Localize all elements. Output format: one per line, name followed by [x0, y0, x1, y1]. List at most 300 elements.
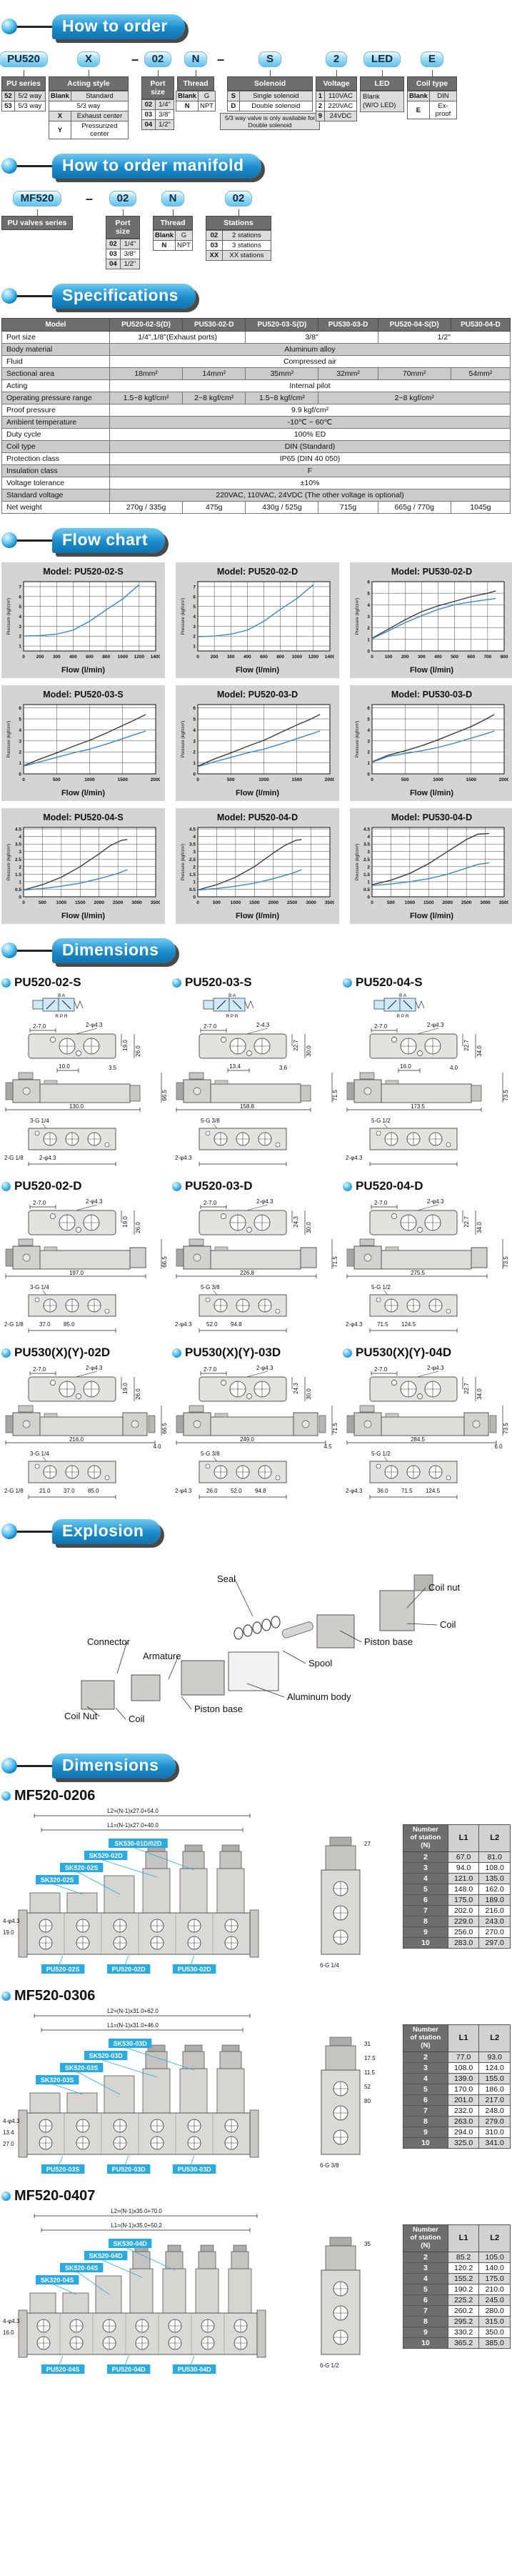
svg-text:1: 1: [19, 644, 21, 650]
valve-model-title: PU530(X)(Y)-03D: [185, 1346, 281, 1359]
flow-chart-plot: [353, 824, 508, 908]
port-size-table: [141, 99, 174, 130]
thread-header: Thread: [177, 76, 214, 91]
dimension-label: 19.0: [3, 1929, 14, 1936]
svg-text:1000: 1000: [117, 655, 128, 660]
spec-cell: 32mm²: [318, 368, 378, 380]
station-table: [403, 1824, 511, 1949]
flow-chart-plot-wrap: [353, 701, 510, 789]
svg-text:4: 4: [19, 727, 21, 733]
model-bullet-icon: [172, 978, 181, 988]
dimension-label: 52.0: [206, 1321, 218, 1328]
option-desc: Standard: [71, 91, 128, 101]
spec-row: [2, 453, 511, 465]
svg-text:Pressure (kgf/cm²): Pressure (kgf/cm²): [181, 843, 186, 881]
svg-text:6: 6: [19, 595, 21, 600]
option-row: [106, 239, 140, 249]
dimension-label: 2-φ4.3: [39, 1155, 56, 1161]
flow-chart-plot: [179, 824, 334, 908]
svg-text:1200: 1200: [308, 655, 319, 660]
model-tag-label: PU520-03D: [111, 2166, 146, 2173]
option-desc: NPT: [175, 241, 192, 251]
l1-cell: 260.2: [448, 2305, 479, 2316]
station-table-row: [403, 2284, 511, 2294]
dimension-label: 2-φ4.3: [256, 1365, 273, 1371]
dimension-label: 2-φ4.3: [86, 1365, 103, 1371]
thread-table: [153, 230, 193, 251]
dimension-label: L2=(N-1)x27.0+54.0: [107, 1808, 159, 1814]
svg-text:2000: 2000: [442, 900, 453, 905]
svg-text:4.5: 4.5: [14, 827, 21, 832]
dimension-label: 3-G 1/4: [30, 1284, 49, 1291]
svg-text:1.5: 1.5: [189, 872, 196, 877]
option-code: 03: [106, 249, 121, 259]
option-code: 9: [316, 111, 325, 121]
spec-row: [2, 465, 511, 477]
dimension-label: 275.5: [410, 1270, 426, 1276]
valve-card-title-wrap: [1, 1346, 169, 1360]
dimension-label: 2-φ4.3: [346, 1321, 363, 1328]
flow-chart-plot-wrap: [353, 578, 510, 666]
option-row: [49, 121, 129, 139]
flow-chart-xlabel: Flow (l/min): [409, 789, 454, 797]
valve-dimension-drawing: [1, 1361, 169, 1501]
option-code: N: [154, 241, 176, 251]
svg-text:0: 0: [367, 772, 370, 777]
l2-cell: 385.0: [479, 2337, 511, 2348]
svg-text:Pressure (kgf/cm²): Pressure (kgf/cm²): [6, 843, 11, 881]
option-row: [106, 259, 140, 269]
dimension-label: 2-7.0: [204, 1023, 217, 1030]
dimension-label: 2-7.0: [33, 1366, 46, 1373]
model-bullet-icon: [1, 1791, 11, 1801]
option-desc: Ex-proof: [429, 101, 456, 119]
station-count-cell: 4: [403, 2073, 448, 2084]
svg-text:B A: B A: [228, 993, 236, 998]
dimension-label: 30.0: [306, 1388, 312, 1400]
flow-chart-xlabel: Flow (l/min): [409, 666, 454, 675]
option-row: [49, 91, 129, 101]
dimension-label: 73.5: [503, 1423, 509, 1434]
dimension-label: 2-G 1/8: [4, 1155, 24, 1161]
dimension-label: 4.0: [450, 1065, 458, 1071]
spec-cell: 1.5~8 kgf/cm²: [110, 392, 183, 404]
svg-text:3000: 3000: [131, 900, 142, 905]
svg-text:1: 1: [19, 880, 21, 885]
svg-text:Pressure (kgf/cm²): Pressure (kgf/cm²): [181, 597, 186, 635]
svg-text:B A: B A: [398, 993, 407, 998]
manifold-side-wrap: [306, 2027, 398, 2177]
section-bullet-icon: [1, 943, 17, 958]
connector-line: [173, 209, 174, 216]
svg-text:3: 3: [19, 624, 21, 630]
section-line: [15, 1531, 54, 1533]
option-code: N: [176, 101, 199, 111]
spec-cell: 1045g: [451, 502, 510, 514]
flow-chart-panel: [176, 562, 339, 678]
section-bullet-icon: [1, 1758, 17, 1774]
option-led: [360, 91, 404, 112]
dimension-label: 37.0: [39, 1321, 51, 1328]
manifold-block-title-wrap: [1, 1988, 511, 2004]
model-tag-label: PU520-02D: [111, 1966, 146, 1973]
spec-cell: 54mm²: [451, 368, 510, 380]
l2-cell: 105.0: [479, 2252, 511, 2262]
station-count-cell: 8: [403, 2116, 448, 2127]
flow-chart-xlabel: Flow (l/min): [235, 912, 280, 920]
svg-text:1000: 1000: [56, 900, 67, 905]
stations-table: [206, 230, 271, 261]
model-tag-label: SK520-04S: [64, 2264, 99, 2272]
svg-text:5: 5: [19, 605, 21, 610]
flow-chart-title: Model: PU530-03-D: [391, 690, 473, 700]
svg-text:1000: 1000: [84, 777, 95, 782]
spec-cell: Internal pilot: [110, 380, 511, 392]
option-desc: Pressurized center: [71, 121, 128, 139]
flow-chart-title: Model: PU520-03-D: [216, 690, 298, 700]
svg-text:Pressure (kgf/cm²): Pressure (kgf/cm²): [181, 720, 186, 758]
dimension-label: L2=(N-1)x35.0+70.0: [111, 2208, 162, 2214]
station-count-cell: 6: [403, 2094, 448, 2105]
port-size-header: Port size: [141, 76, 174, 99]
manifold-side-drawing: [306, 1827, 398, 1974]
dimension-label: 11.5: [364, 2069, 375, 2076]
dimension-label: 13.4: [3, 2129, 14, 2136]
svg-text:2: 2: [193, 634, 196, 640]
model-tag-label: SK530-01D/02D: [114, 1840, 162, 1847]
section-title: Dimensions: [52, 1754, 176, 1779]
dimension-label: 4-φ4.3: [3, 1918, 20, 1924]
dimension-label: 5-G 3/8: [201, 1118, 220, 1124]
connector-line: [336, 70, 337, 76]
model-tag-label: PU530-04D: [177, 2366, 211, 2373]
port-size-group: [106, 188, 140, 269]
station-table-row: [403, 2105, 511, 2116]
spec-cell: IP65 (DIN 40 050): [110, 453, 511, 465]
svg-text:1500: 1500: [423, 900, 434, 905]
svg-text:1: 1: [193, 880, 196, 885]
valve-model-title: PU520-02-D: [14, 1179, 82, 1193]
explosion-diagram-wrap: [0, 1553, 512, 1739]
svg-text:2: 2: [193, 750, 196, 755]
explosion-diagram: [3, 1553, 509, 1736]
svg-text:300: 300: [226, 655, 235, 660]
station-table-row: [403, 2337, 511, 2348]
option-desc: 1/4": [155, 100, 174, 110]
option-desc: 110VAC: [324, 91, 356, 101]
model-tag-label: SK520-02S: [64, 1864, 99, 1871]
svg-text:4: 4: [19, 835, 21, 840]
option-line: Blank: [363, 93, 380, 101]
dimension-label: 85.0: [64, 1321, 75, 1328]
l2-cell: 124.0: [479, 2062, 511, 2073]
svg-text:Pressure (kgf/cm²): Pressure (kgf/cm²): [355, 597, 360, 635]
valve-card-title-wrap: [343, 975, 511, 990]
l2-cell: 93.0: [479, 2052, 511, 2062]
svg-text:2: 2: [19, 750, 21, 755]
svg-text:6: 6: [19, 706, 21, 712]
dimension-label: 2-φ4.3: [346, 1155, 363, 1161]
explosion-part-label: Coil: [129, 1714, 145, 1724]
l2-cell: 189.0: [479, 1894, 511, 1905]
model-tag-label: PU530-02D: [177, 1966, 211, 1973]
option-code: 04: [106, 259, 121, 269]
svg-text:5: 5: [367, 591, 370, 597]
svg-text:0: 0: [371, 655, 373, 660]
explosion-part-label: Coil nut: [428, 1582, 461, 1593]
flow-chart-title: Model: PU520-04-S: [43, 812, 124, 822]
station-count-cell: 4: [403, 2273, 448, 2284]
option-row: [142, 100, 174, 110]
order-dash: –: [86, 192, 94, 206]
dimension-label: 21.0: [39, 1488, 51, 1494]
l1-cell: 155.2: [448, 2273, 479, 2284]
port-size-table: [106, 239, 140, 269]
station-count-cell: 5: [403, 1884, 448, 1894]
option-desc: G: [175, 231, 192, 241]
svg-text:4: 4: [193, 835, 196, 840]
flow-chart-plot-wrap: [5, 824, 161, 912]
spec-cell: 430g / 525g: [246, 502, 318, 514]
l2-cell: 297.0: [479, 1937, 511, 1948]
flow-chart-panel: [350, 808, 512, 924]
spec-row: [2, 429, 511, 441]
valve-model-title: PU520-04-D: [356, 1179, 423, 1193]
l1-cell: 77.0: [448, 2052, 479, 2062]
flow-chart-plot: [5, 701, 160, 785]
dimension-label: 5-G 3/8: [201, 1451, 220, 1457]
spec-cell: DIN (Standard): [110, 441, 511, 453]
dimension-label: L1=(N-1)x31.0+46.0: [107, 2022, 159, 2029]
section-dimensions-valves: [1, 935, 512, 965]
option-desc: 5/3 way: [49, 101, 129, 111]
l1-cell: 170.0: [448, 2084, 479, 2094]
station-count-cell: 2: [403, 2052, 448, 2062]
valve-card-title-wrap: [1, 1179, 169, 1193]
station-count-cell: 3: [403, 1862, 448, 1873]
model-tag-label: SK530-04D: [113, 2240, 147, 2247]
option-code: XX: [206, 251, 223, 261]
dimension-label: 73.5: [503, 1090, 509, 1101]
flow-chart-plot: [5, 578, 160, 662]
section-bullet-icon: [1, 19, 17, 34]
manifold-front-drawing: [1, 2206, 301, 2377]
spec-row-label: Proof pressure: [2, 404, 110, 417]
svg-text:600: 600: [260, 655, 268, 660]
order-code-chip-port-size: 02: [109, 191, 137, 207]
option-row: [142, 110, 174, 120]
station-table-row: [403, 1862, 511, 1873]
svg-text:3500: 3500: [324, 900, 334, 905]
flow-chart-title: Model: PU520-03-S: [43, 690, 124, 700]
svg-text:3: 3: [193, 624, 196, 630]
option-code: 53: [2, 101, 15, 111]
station-table: [403, 2024, 511, 2149]
flow-chart-title: Model: PU520-04-D: [216, 812, 298, 822]
valve-card-title-wrap: [172, 1346, 340, 1360]
connector-line: [432, 70, 433, 76]
dimension-label: 37.0: [64, 1488, 75, 1494]
section-bullet-icon: [1, 532, 17, 548]
dimension-label: 2-7.0: [33, 1200, 46, 1206]
option-desc: 3 stations: [222, 241, 271, 251]
order-code-chip-port-size: 02: [144, 51, 172, 67]
spec-cell: 14mm²: [183, 368, 246, 380]
dimension-label: 197.0: [69, 1270, 84, 1276]
dimension-label: 27.0: [3, 2141, 14, 2147]
dimension-label: 226.8: [239, 1270, 255, 1276]
station-count-header: Number of station (N): [403, 2025, 448, 2052]
station-table-header-row: [403, 2225, 511, 2252]
l1-cell: 283.0: [448, 1937, 479, 1948]
solenoid-header: Solenoid: [227, 76, 313, 91]
svg-text:0: 0: [196, 900, 199, 905]
acting-style-table: [49, 91, 129, 139]
manifold-side-drawing: [306, 2027, 398, 2174]
l1-cell: 190.2: [448, 2284, 479, 2294]
model-tag-label: SK320-04S: [40, 2277, 74, 2284]
option-desc: 220VAC: [324, 101, 356, 111]
svg-text:0: 0: [19, 895, 21, 900]
manifold-drawing-wrap: [1, 1806, 301, 1981]
dimension-label: 22.7: [463, 1040, 470, 1051]
svg-text:0: 0: [196, 777, 199, 782]
option-code: E: [408, 101, 430, 119]
stations-header: Stations: [206, 216, 271, 230]
station-count-cell: 9: [403, 2127, 448, 2137]
dimension-label: 24.3: [293, 1216, 299, 1228]
svg-text:2000: 2000: [324, 777, 334, 782]
flow-chart-xlabel: Flow (l/min): [409, 912, 454, 920]
l2-cell: 108.0: [479, 1862, 511, 1873]
section-title: Specifications: [52, 284, 196, 309]
explosion-part-label: Spool: [308, 1658, 333, 1669]
valve-drawing-wrap: [172, 1361, 340, 1505]
section-title: Dimensions: [52, 938, 176, 963]
dimension-label: 2-7.0: [374, 1200, 388, 1206]
dimension-label: 10.0: [59, 1063, 70, 1070]
manifold-block-title-wrap: [1, 1788, 511, 1804]
valve-card-pu520-03-s: [172, 973, 340, 1172]
spec-cell: 100% ED: [110, 429, 511, 441]
valve-dimension-rows: [0, 973, 512, 1505]
svg-text:5: 5: [367, 717, 370, 722]
svg-text:0.5: 0.5: [14, 887, 21, 892]
spec-row: [2, 392, 511, 404]
dimension-label: 30.0: [306, 1222, 312, 1233]
coil-type-group: [407, 49, 457, 119]
svg-text:0: 0: [19, 772, 21, 777]
manifold-front-drawing: [1, 1806, 301, 1977]
option-desc: XX stations: [222, 251, 271, 261]
spec-row: [2, 441, 511, 453]
spec-cell: Compressed air: [110, 356, 511, 368]
dimension-label: 6.0: [494, 1443, 503, 1450]
svg-text:1: 1: [19, 761, 21, 767]
manifold-dimension-blocks: [0, 1788, 512, 2381]
led-group: [360, 49, 404, 112]
svg-text:3: 3: [193, 739, 196, 745]
dimension-label: 284.5: [410, 1436, 426, 1443]
dimension-label: 3-G 1/4: [30, 1118, 49, 1124]
valve-dimension-drawing: [172, 1361, 340, 1501]
spec-cell: 1/4",1/8"(Exhaust ports): [110, 332, 246, 344]
svg-text:3: 3: [367, 850, 370, 855]
station-count-header: Number of station (N): [403, 1825, 448, 1852]
dimension-label: 27: [364, 1841, 371, 1847]
l2-cell: 81.0: [479, 1851, 511, 1862]
spec-cell: 18mm²: [110, 368, 183, 380]
station-table-row: [403, 2327, 511, 2337]
explosion-part-label: Coil Nut: [64, 1711, 98, 1721]
order-dash: –: [131, 52, 139, 66]
valve-drawing-wrap: [343, 991, 511, 1172]
dimension-label: 173.5: [410, 1103, 426, 1110]
stations-group: [206, 188, 271, 261]
option-row: [206, 251, 271, 261]
option-row: [106, 249, 140, 259]
option-row: [176, 91, 216, 101]
valve-card-pu520-02-d: [1, 1176, 169, 1338]
model-tag-label: SK320-03S: [40, 2077, 74, 2084]
l2-cell: 162.0: [479, 1884, 511, 1894]
option-row: [2, 101, 46, 111]
dimension-label: 34.0: [476, 1388, 483, 1400]
l1-cell: 294.0: [448, 2127, 479, 2137]
manifold-drawing-wrap: [1, 2206, 301, 2381]
order-code-chip-stations: 02: [225, 191, 253, 207]
l2-header: L2: [479, 1825, 511, 1852]
manifold-block-title-wrap: [1, 2188, 511, 2204]
model-tag-label: PU520-03S: [46, 2166, 80, 2173]
station-table-row: [403, 1916, 511, 1926]
model-tag-label: SK520-03S: [64, 2064, 99, 2072]
option-desc: 1/2": [120, 259, 139, 269]
flow-chart-plot-wrap: [5, 578, 161, 666]
voltage-header: Voltage: [316, 76, 357, 91]
explosion-part-label: Connector: [87, 1636, 130, 1647]
dimension-label: 249.0: [239, 1436, 255, 1443]
svg-text:1200: 1200: [134, 655, 145, 660]
dimension-label: 2-φ4.3: [346, 1488, 363, 1494]
flow-chart-plot-wrap: [5, 701, 161, 789]
connector-line: [382, 70, 383, 76]
valve-dimension-drawing: [343, 1195, 511, 1335]
option-code: 2: [316, 101, 325, 111]
l1-cell: 330.2: [448, 2327, 479, 2337]
svg-text:4: 4: [367, 602, 370, 608]
option-code: 02: [106, 239, 121, 249]
option-desc: G: [198, 91, 215, 101]
l1-cell: 120.2: [448, 2262, 479, 2273]
svg-text:1: 1: [367, 880, 370, 885]
valve-card-title-wrap: [172, 1179, 340, 1193]
valve-model-title: PU530(X)(Y)-02D: [14, 1346, 111, 1359]
dimension-label: 124.5: [426, 1488, 441, 1494]
section-title: How to order manifold: [52, 154, 261, 179]
option-row: [316, 111, 357, 121]
explosion-part-label: Aluminum body: [287, 1691, 351, 1702]
flow-chart-grid: [0, 562, 512, 924]
spec-cell: 270g / 335g: [110, 502, 183, 514]
l2-cell: 186.0: [479, 2084, 511, 2094]
svg-text:2000: 2000: [498, 777, 508, 782]
svg-text:500: 500: [212, 900, 221, 905]
svg-text:0: 0: [193, 772, 196, 777]
spec-row: [2, 417, 511, 429]
svg-text:0: 0: [22, 900, 25, 905]
spec-row: [2, 332, 511, 344]
